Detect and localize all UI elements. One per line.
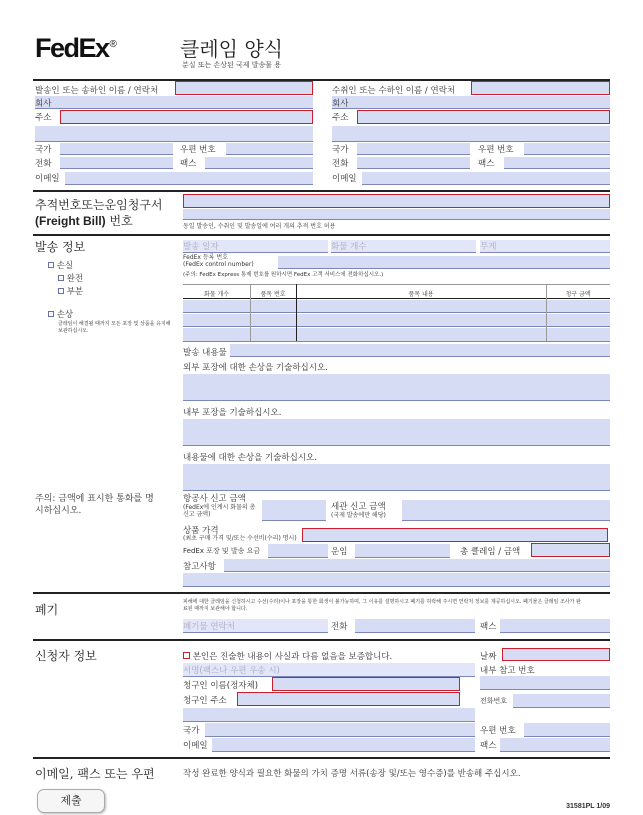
disposal-fax-input[interactable]: [500, 619, 610, 633]
damage-option[interactable]: [48, 308, 73, 320]
damage-checkbox[interactable]: [48, 311, 54, 317]
sender-fax-label: 팩스: [180, 159, 197, 169]
recipient-company-input[interactable]: [332, 96, 610, 109]
submit-button[interactable]: 제출: [37, 789, 105, 813]
recipient-phone-label: 전화: [332, 159, 349, 169]
sender-name-input[interactable]: [175, 81, 313, 95]
complete-option[interactable]: [58, 272, 83, 284]
fedex-control-note: (주의: FedEx Express 통제 번호를 원하시면 FedEx 고객 서비스에 전화하십시오.): [183, 272, 384, 278]
inner-pack-input[interactable]: [183, 419, 610, 446]
freight-charges-input[interactable]: [268, 544, 328, 558]
claimant-title: 신청자 정보: [35, 649, 97, 663]
total-claim-input[interactable]: [531, 543, 610, 557]
sender-phone-input[interactable]: [60, 157, 173, 169]
divider: [33, 190, 610, 192]
ship-date-input[interactable]: [183, 240, 328, 253]
sender-phone-label: 전화: [35, 159, 52, 169]
claimant-email-input[interactable]: [212, 738, 475, 752]
carriage-value-input[interactable]: [262, 500, 326, 521]
claimant-address-label: 청구인 주소: [183, 696, 227, 706]
inner-pack-label: 내부 포장을 기술하십시오.: [183, 408, 282, 418]
total-claim-label: 총 클레임 / 금액: [460, 547, 521, 557]
return-instruction: 작성 완료한 양식과 필요한 화물의 가치 증명 서류(송장 및/또는 영수증)를 반송해 주십시오.: [183, 769, 521, 779]
recipient-phone-input[interactable]: [357, 157, 470, 169]
currency-note: 주의: 금액에 표시한 통화를 명시하십시오.: [35, 494, 154, 516]
outer-damage-label: 외부 포장에 대한 손상을 기술하십시오.: [183, 363, 328, 373]
recipient-zip-input[interactable]: [524, 143, 610, 155]
customs-value-sub: (국제 발송에만 해당): [331, 512, 386, 519]
content-damage-input[interactable]: [183, 464, 610, 491]
internal-ref-label: 내부 참고 번호: [480, 666, 535, 676]
sender-email-input[interactable]: [65, 172, 313, 185]
sender-address-input[interactable]: [60, 110, 313, 124]
certify-checkbox[interactable]: [183, 652, 190, 659]
reference-input-2[interactable]: [183, 573, 610, 587]
account-number-input[interactable]: [278, 256, 610, 269]
account-label: FedEx 등록 번호: [183, 254, 228, 261]
internal-ref-input[interactable]: [480, 676, 610, 690]
product-price-sub: (최초 구매 가격 및/또는 수선비(수리) 명시): [183, 535, 297, 542]
number-text: 번호: [105, 214, 133, 228]
divider: [33, 757, 610, 759]
product-price-label: 상품 가격: [183, 526, 219, 536]
divider: [33, 234, 610, 236]
sender-company-input[interactable]: [35, 96, 313, 109]
divider: [33, 639, 610, 641]
account-label-2: (FedEx control number): [183, 261, 254, 268]
partial-option[interactable]: [58, 285, 83, 297]
damage-note: 클레임이 해결될 때까지 모든 포장 및 상품을 유지해 보관하십시오.: [58, 321, 171, 334]
logo-text: FedEx: [35, 33, 109, 63]
claimant-company-input[interactable]: [272, 677, 460, 691]
table-header-item-number: 품목 번호: [260, 291, 286, 298]
recipient-zip-label: 우편 번호: [478, 145, 514, 155]
disposal-phone-label: 전화: [331, 622, 348, 632]
date-label: 날짜: [480, 652, 497, 662]
table-col-divider: [296, 284, 297, 341]
recipient-fax-label: 팩스: [478, 159, 495, 169]
claimant-address-input[interactable]: [237, 692, 460, 706]
complete-checkbox[interactable]: [58, 275, 64, 281]
damage-label: 손상: [56, 310, 74, 320]
carriage-value-label: 항공사 신고 금액: [183, 494, 246, 504]
freight-charges-label: FedEx 포장 및 발송 요금: [183, 547, 261, 555]
freight-bill-text: (Freight Bill): [35, 214, 106, 228]
loss-checkbox[interactable]: [48, 262, 54, 268]
tracking-number-input-2[interactable]: [183, 209, 610, 220]
recipient-email-label: 이메일: [332, 174, 357, 184]
sender-fax-input[interactable]: [205, 157, 313, 169]
partial-label: 부분: [66, 287, 84, 297]
return-method-title: 이메일, 팩스 또는 우편: [35, 767, 155, 781]
content-damage-label: 내용물에 대한 손상을 기술하십시오.: [183, 453, 317, 463]
signature-input[interactable]: [183, 663, 475, 677]
recipient-fax-input[interactable]: [504, 157, 610, 169]
recipient-address-label: 주소: [332, 113, 349, 123]
claimant-address2-input[interactable]: [183, 708, 475, 722]
recipient-country-input[interactable]: [357, 143, 470, 155]
reference-label: 참고사항: [183, 562, 216, 572]
form-title: 클레임 양식: [180, 37, 283, 61]
table-col-divider: [250, 284, 251, 341]
claimant-zip-label: 우편 번호: [480, 726, 516, 736]
disposal-note: 피해에 대한 클레임을 신청하시고 수선(수리)이나 포장을 통한 회생이 불가능하며, 그 이유를 설명하시고 폐기를 허락해 주시면 연락처 정보를 제공하십시오. 폐기물은 클레임 조사가 완료된 때까지 보관해야 합니다.: [183, 599, 581, 612]
registered-mark: ®: [109, 39, 117, 50]
pieces-input[interactable]: [331, 240, 476, 253]
complete-label: 완전: [66, 274, 84, 284]
recipient-company-label: 회사: [332, 99, 349, 109]
disposal-phone-input[interactable]: [355, 619, 475, 633]
table-header-pieces: 화물 개수: [203, 291, 230, 298]
divider: [33, 592, 610, 594]
shipping-cost-label: 운임: [331, 547, 348, 557]
table-header-description: 품목 내용: [408, 291, 434, 298]
recipient-name-label: 수취인 또는 수하인 이름 / 연락처: [332, 86, 456, 96]
recipient-address2-input[interactable]: [332, 126, 610, 142]
reference-input[interactable]: [224, 559, 610, 572]
outer-damage-input[interactable]: [183, 374, 610, 401]
claimant-email-label: 이메일: [183, 741, 208, 751]
tracking-title-line2: [35, 212, 133, 229]
disposal-contact-input[interactable]: [183, 619, 328, 633]
product-price-input[interactable]: [302, 528, 608, 542]
fedex-logo: [35, 33, 117, 64]
sender-address2-input[interactable]: [35, 126, 313, 142]
tracking-hint: 동일 발송인, 수취인 및 발송일에 여러 개의 추적 번호 허용: [183, 223, 336, 230]
table-header-amount: 청구 금액: [565, 291, 591, 298]
claimant-fax-input[interactable]: [500, 738, 610, 752]
customs-value-input[interactable]: [402, 500, 610, 521]
recipient-email-input[interactable]: [362, 172, 610, 185]
tracking-title: 추적번호또는운임청구서: [35, 198, 163, 212]
shipment-title: 발송 정보: [35, 240, 86, 254]
sender-address-label: 주소: [35, 113, 52, 123]
sender-country-label: 국가: [35, 145, 52, 155]
loss-option[interactable]: [48, 259, 73, 271]
recipient-name-input[interactable]: [471, 81, 610, 95]
shipping-cost-input[interactable]: [355, 544, 450, 558]
form-code: 31581PL 1/09: [566, 803, 610, 810]
contents-label: 발송 내용물: [183, 348, 227, 358]
table-col-divider: [546, 284, 547, 341]
claimant-country-input[interactable]: [205, 723, 475, 737]
form-subtitle: 분실 또는 손상된 국제 발송물 용: [182, 61, 282, 69]
claimant-phone-label: 전화번호: [480, 697, 508, 705]
loss-label: 손실: [56, 261, 74, 271]
sender-zip-label: 우편 번호: [180, 145, 216, 155]
sender-name-label: 발송인 또는 송하인 이름 / 연락처: [35, 86, 159, 96]
partial-checkbox[interactable]: [58, 288, 64, 294]
claimant-phone-input[interactable]: [513, 694, 610, 708]
tracking-number-input[interactable]: [183, 194, 610, 208]
recipient-country-label: 국가: [332, 145, 349, 155]
contents-input[interactable]: [230, 344, 610, 357]
disposal-fax-label: 팩스: [480, 622, 497, 632]
date-input[interactable]: [502, 648, 610, 661]
carriage-value-sub: (FedEx에 인계시 화물의 총 신고 금액): [183, 504, 256, 518]
recipient-address-input[interactable]: [357, 110, 610, 124]
certify-option[interactable]: [183, 650, 392, 662]
sender-email-label: 이메일: [35, 174, 60, 184]
claimant-fax-label: 팩스: [480, 741, 497, 751]
sender-country-input[interactable]: [60, 143, 173, 155]
certify-label: 본인은 진술한 내용이 사실과 다름 없음을 보증합니다.: [192, 652, 393, 662]
claimant-company-label: 청구인 이름(정자체): [183, 681, 259, 691]
customs-value-label: 세관 신고 금액: [331, 502, 386, 512]
weight-input[interactable]: [480, 240, 610, 253]
sender-company-label: 회사: [35, 99, 52, 109]
disposal-title: 폐기: [35, 603, 59, 617]
claimant-zip-input[interactable]: [524, 723, 610, 737]
claimant-country-label: 국가: [183, 726, 200, 736]
sender-zip-input[interactable]: [226, 143, 313, 155]
